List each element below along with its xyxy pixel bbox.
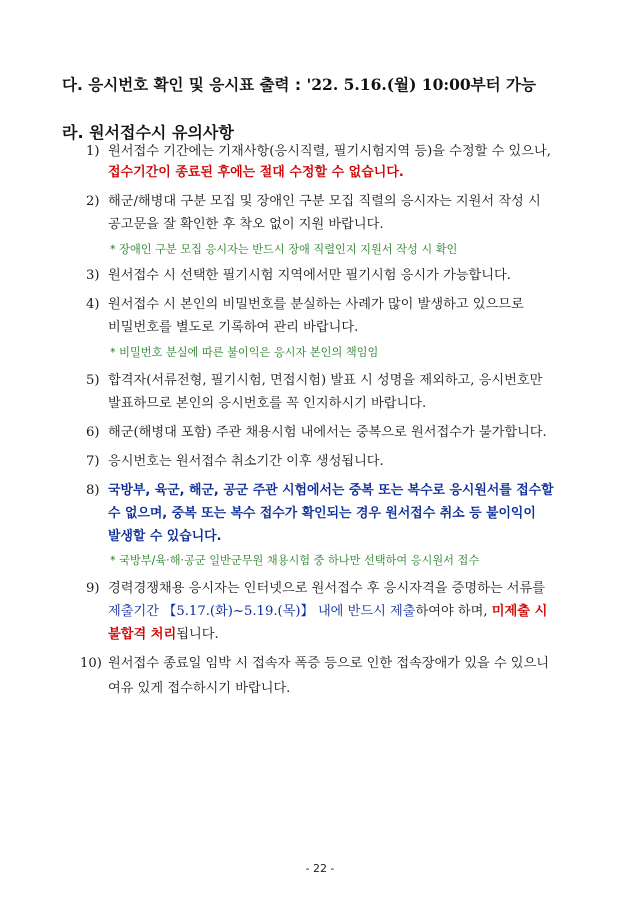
- submission-period-label: 제출기간: [108, 604, 164, 619]
- submission-tail-text: 하여야 하며,: [415, 604, 492, 619]
- page-number: - 22 -: [305, 862, 335, 875]
- item-7-line-1: 응시번호는 원서접수 취소기간 이후 생성됩니다.: [108, 454, 384, 469]
- item-4-number: 4): [86, 297, 100, 312]
- item-9-line-1: 경력경쟁채용 응시자는 인터넷으로 원서접수 후 응시자격을 증명하는 서류를: [108, 581, 545, 596]
- item-5-line-2: 발표하므로 본인의 응시번호를 꼭 인지하시기 바랍니다.: [108, 396, 427, 411]
- item-3-line-1: 원서접수 시 선택한 필기시험 지역에서만 필기시험 응시가 가능합니다.: [108, 268, 511, 283]
- item-1-line-2: 접수기간이 종료된 후에는 절대 수정할 수 없습니다.: [108, 165, 404, 180]
- item-4-note: * 비밀번호 분실에 따른 불이익은 응시자 본인의 책임임: [110, 346, 379, 359]
- item-8-number: 8): [86, 483, 100, 498]
- item-9-line-2: [108, 603, 547, 621]
- item-9-line-3-tail: 됩니다.: [176, 627, 219, 642]
- item-4-line-2: 비밀번호를 별도로 기록하여 관리 바랍니다.: [108, 320, 359, 335]
- item-3-number: 3): [86, 268, 100, 283]
- item-9-line-3: [108, 626, 219, 644]
- item-1-line-1: 원서접수 기간에는 기재사항(응시직렬, 필기시험지역 등)을 수정할 수 있으나,: [108, 144, 551, 159]
- section-r-heading: 라. 원서접수시 유의사항: [62, 123, 234, 142]
- item-8-line-2: 수 없으며, 중복 또는 복수 접수가 확인되는 경우 원서접수 취소 등 불이익이: [108, 506, 536, 521]
- item-2-line-2: 공고문을 잘 확인한 후 착오 없이 지원 바랍니다.: [108, 217, 384, 232]
- item-5-number: 5): [86, 373, 100, 388]
- item-4-line-1: 원서접수 시 본인의 비밀번호를 분실하는 사례가 많이 발생하고 있으므로: [108, 297, 524, 312]
- section-d-date: '22. 5.16.(월) 10:00부터 가능: [306, 75, 536, 94]
- item-2-line-1: 해군/해병대 구분 모집 및 장애인 구분 모집 직렬의 응시자는 지원서 작성 시: [108, 194, 541, 209]
- item-1-number: 1): [86, 144, 100, 159]
- item-10-number: 10): [80, 656, 102, 671]
- submission-required-text: 내에 반드시 제출: [313, 604, 416, 619]
- submission-period-dates: 【5.17.(화)~5.19.(목)】: [163, 604, 314, 619]
- item-2-note: * 장애인 구분 모집 응시자는 반드시 장애 직렬인지 지원서 작성 시 확인: [110, 243, 458, 256]
- non-submission-warning: 미제출 시: [491, 604, 548, 619]
- item-6-line-1: 해군(해병대 포함) 주관 채용시험 내에서는 중복으로 원서접수가 불가합니다.: [108, 425, 547, 440]
- item-6-number: 6): [86, 425, 100, 440]
- item-8-note: * 국방부/육·해·공군 일반군무원 채용시험 중 하나만 선택하여 응시원서 접수: [110, 554, 480, 567]
- item-10-line-1: 원서접수 종료일 임박 시 접속자 폭증 등으로 인한 접속장애가 있을 수 있으니: [108, 656, 550, 671]
- item-8-line-1: 국방부, 육군, 해군, 공군 주관 시험에서는 중복 또는 복수로 응시원서를 접수할: [108, 483, 554, 498]
- section-d-title: 다. 응시번호 확인 및 응시표 출력 :: [62, 76, 307, 94]
- item-5-line-1: 합격자(서류전형, 필기시험, 면접시험) 발표 시 성명을 제외하고, 응시번호만: [108, 373, 543, 388]
- item-9-number: 9): [86, 581, 100, 596]
- item-2-number: 2): [86, 194, 100, 209]
- section-d-heading: [62, 73, 536, 95]
- item-10-line-2: 여유 있게 접수하시기 바랍니다.: [108, 681, 291, 696]
- item-7-number: 7): [86, 454, 100, 469]
- item-8-line-3: 발생할 수 있습니다.: [108, 529, 222, 544]
- disqualification-text: 불합격 처리: [108, 627, 177, 642]
